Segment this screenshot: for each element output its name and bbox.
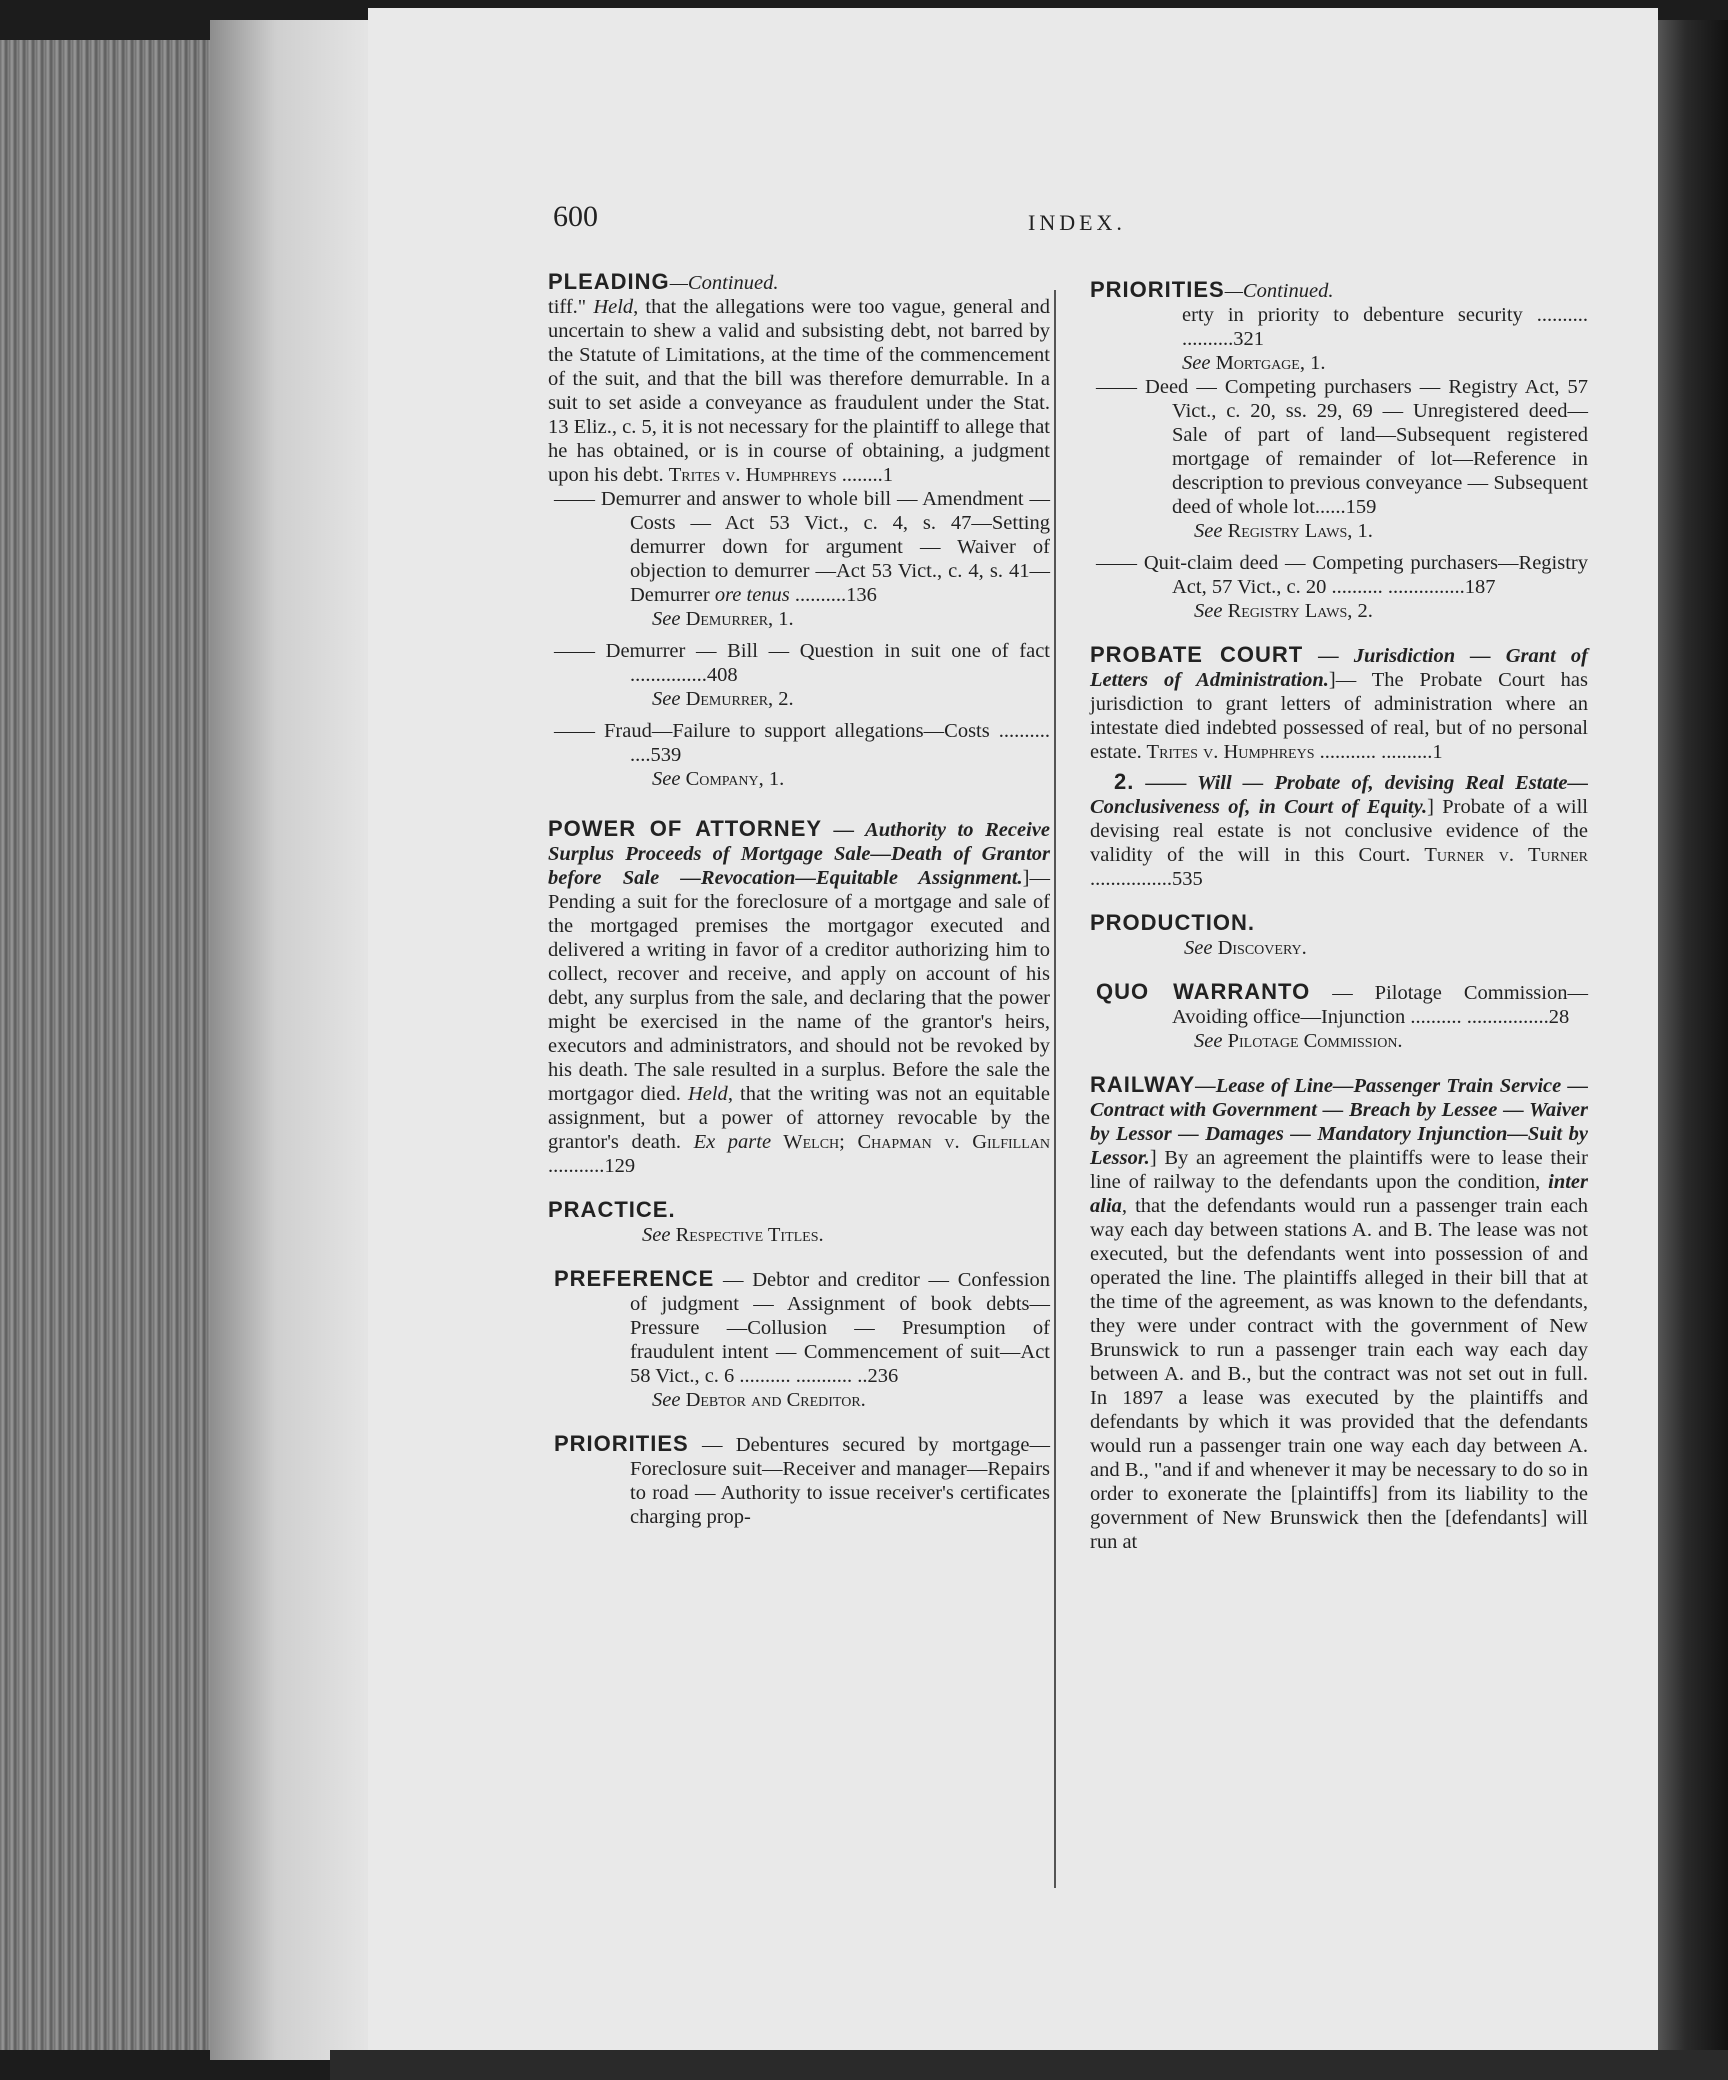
sub-entry-text: —— Fraud—Failure to support allegations—Costs .......... ....539 [554, 720, 1050, 766]
sub-entry-text: —— Quit-claim deed — Competing purchasers—Registry Act, 57 Vict., c. 20 .......... ...............187 [1096, 552, 1588, 598]
entry-preference [548, 1267, 1050, 1412]
running-head: INDEX. [1028, 210, 1126, 235]
entry-text: — Debentures secured by mortgage—Foreclosure suit—Receiver and manager—Repairs to road — Authority to issue receiver's certificates charging prop- [630, 1434, 1050, 1528]
sub-entry-text: —— Demurrer — Bill — Question in suit one of fact ...............408 [554, 640, 1050, 686]
entry-text: , that the defendants would run a passenger train each way each day between stations A. and B. The lease was not executed, but the defendants went into possession of and operated the line. The plaintiffs alleged in their bill that at the time of the agreement, as was known to the defendants, they were under contract with the government of New Brunswick to run a passenger train each way each day between A. and B., but the contract was not set out in full. In 1897 a lease was executed by the plaintiffs and defendants by which it was provided that the defendants would run a passenger train one way each day between A. and B., "and if and whenever it may be necessary to do so in order to exonerate the [plaintiffs] from its liability to the government of New Brunswick then the [defendants] will run at [1090, 1195, 1588, 1553]
entry-number: 2. [1114, 769, 1135, 794]
held-label: Held [593, 296, 634, 318]
held-label: Held [687, 1083, 728, 1105]
entry-text: ] By an agreement the plaintiffs were to lease their line of railway to the defendants upon the condition, [1090, 1147, 1588, 1193]
entry-text: , that the writing was not an equitable assignment, but a power of attorney revocable by the grantor's death. [548, 1083, 1050, 1153]
see-label: See [652, 688, 681, 710]
case-citation: Trites v. Humphreys [1141, 741, 1315, 763]
entry-subject: —Lease of Line—Passenger Train Service — Contract with Government — Breach by Lessee — Waiver by Lessor — Damages — Mandatory Injunction—Suit by Lessor. [1090, 1075, 1588, 1169]
inter-alia-label: inter alia [1090, 1171, 1588, 1217]
see-reference: Discovery. [1217, 937, 1307, 959]
entry-heading: PROBATE COURT [1090, 642, 1304, 667]
page-shadow-right [1658, 20, 1728, 2060]
see-reference: Pilotage Commission. [1227, 1030, 1403, 1052]
page-ref: ................535 [1090, 868, 1203, 890]
entry-pleading [548, 270, 1050, 791]
page-ref: ...........129 [548, 1155, 636, 1177]
see-label: See [642, 1224, 671, 1246]
entry-heading: RAILWAY [1090, 1072, 1196, 1097]
entry-heading: PREFERENCE [554, 1266, 715, 1291]
entry-probate-court [1090, 643, 1588, 891]
entry-priorities [548, 1432, 1050, 1529]
see-label: See [1194, 520, 1223, 542]
entry-text: ]— The Probate Court has jurisdiction to grant letters of administration where an intestate died indebted possessed of real, but of no personal estate. [1090, 669, 1588, 763]
case-citation: Welch; Chapman v. Gilfillan [771, 1131, 1050, 1153]
page-number: 600 [553, 200, 598, 233]
sub-entry [1090, 551, 1588, 623]
page-shadow-bottom [330, 2050, 1728, 2080]
right-column [1090, 278, 1588, 1574]
case-citation: Trites v. Humphreys [668, 464, 837, 486]
see-label: See [1194, 600, 1223, 622]
see-reference: Company, 1. [685, 768, 785, 790]
entry-text: tiff." [548, 296, 594, 318]
entry-heading: PRIORITIES [1090, 277, 1225, 302]
book-inner-pages [210, 20, 375, 2060]
see-label: See [1182, 352, 1211, 374]
sub-entry-text: —— Demurrer and answer to whole bill — Amendment — Costs — Act 53 Vict., c. 4, s. 47—Setting demurrer down for argument — Waiver of objection to demurrer —Act 53 Vict., c. 4, s. 41—Demurrer [554, 488, 1050, 606]
sub-entry-italic: ore tenus [714, 584, 790, 606]
entry-text: erty in priority to debenture security .......... ..........321 [1182, 304, 1588, 350]
entry-text: ]— Pending a suit for the foreclosure of a mortgage and sale of the mortgaged premises the mortgagor executed and delivered a writing in favor of a creditor authorizing him to collect, recover and receive, and apply on account of his debt, any surplus from the sale, and declaring that the power might be exercised in the name of the grantor's heirs, executors and administrators, and should not be revoked by his death. The sale resulted in a surplus. Before the sale the mortgagor died. [548, 867, 1050, 1105]
entry-heading: PLEADING [548, 269, 670, 294]
continued-label: —Continued. [669, 272, 779, 294]
entry-text: ] Probate of a will devising real estate is not conclusive evidence of the validity of the will in this Court. [1090, 796, 1588, 866]
see-label: See [652, 608, 681, 630]
entry-heading: QUO WARRANTO [1096, 979, 1311, 1004]
see-reference: Demurrer, 2. [685, 688, 794, 710]
entry-practice [548, 1198, 1050, 1247]
sub-entry [548, 487, 1050, 631]
sub-entry [1090, 303, 1588, 375]
page-ref: ..........136 [789, 584, 877, 606]
see-label: See [1194, 1030, 1223, 1052]
column-rule [1054, 290, 1056, 1888]
sub-entry [548, 639, 1050, 711]
entry-text: — Debtor and creditor — Confession of judgment — Assignment of book debts—Pressure —Collusion — Presumption of fraudulent intent — Commencement of suit—Act 58 Vict., c. 6 .......... ........... ..236 [630, 1269, 1050, 1387]
see-reference: Registry Laws, 1. [1227, 520, 1373, 542]
see-label: See [652, 768, 681, 790]
page-ref: ........1 [836, 464, 894, 486]
entry-text: — Pilotage Commission—Avoiding office—Injunction .......... ................28 [1172, 982, 1588, 1028]
sub-entry [1090, 375, 1588, 543]
entry-production [1090, 911, 1588, 960]
case-citation: Turner v. Turner [1410, 844, 1589, 866]
entry-quo-warranto [1090, 980, 1588, 1053]
see-reference: Demurrer, 1. [685, 608, 794, 630]
page-ref: ........... ..........1 [1314, 741, 1443, 763]
see-reference: Debtor and Creditor. [685, 1389, 866, 1411]
entry-heading: POWER OF ATTORNEY [548, 816, 823, 841]
sub-entry-text: —— Deed — Competing purchasers — Registry Act, 57 Vict., c. 20, ss. 29, 69 — Unregistered deed— Sale of part of land—Subsequent registered mortgage of remainder of lot—Reference in description to previous conveyance — Subsequent deed of whole lot......159 [1096, 376, 1588, 518]
ex-parte-label: Ex parte [693, 1131, 772, 1153]
continued-label: —Continued. [1224, 280, 1334, 302]
entry-heading: PRIORITIES [554, 1431, 689, 1456]
entry-priorities-continued [1090, 278, 1588, 623]
see-reference: Respective Titles. [675, 1224, 824, 1246]
entry-subject: — Authority to Receive Surplus Proceeds of Mortgage Sale—Death of Grantor before Sale —Revocation—Equitable Assignment. [548, 819, 1050, 889]
see-label: See [1184, 937, 1213, 959]
entry-subject: — Jurisdiction — Grant of Letters of Administration. [1090, 645, 1588, 691]
entry-text: , that the allegations were too vague, general and uncertain to shew a valid and subsisting debt, not barred by the Statute of Limitations, at the time of the commencement of the suit, and that the bill was therefore demurrable. In a suit to set aside a conveyance as fraudulent under the Stat. 13 Eliz., c. 5, it is not necessary for the plaintiff to allege that he has obtained, or is in course of obtaining, a judgment upon his debt. [548, 296, 1051, 486]
entry-heading: PRODUCTION. [1090, 910, 1255, 935]
left-column [548, 270, 1050, 1549]
sub-entry [548, 719, 1050, 791]
entry-heading: PRACTICE. [548, 1197, 676, 1222]
entry-subject: —— Will — Probate of, devising Real Estate—Conclusiveness of, in Court of Equity. [1090, 772, 1588, 818]
entry-railway [1090, 1073, 1588, 1554]
see-reference: Mortgage, 1. [1215, 352, 1326, 374]
see-reference: Registry Laws, 2. [1227, 600, 1373, 622]
see-label: See [652, 1389, 681, 1411]
entry-power-of-attorney [548, 817, 1050, 1178]
